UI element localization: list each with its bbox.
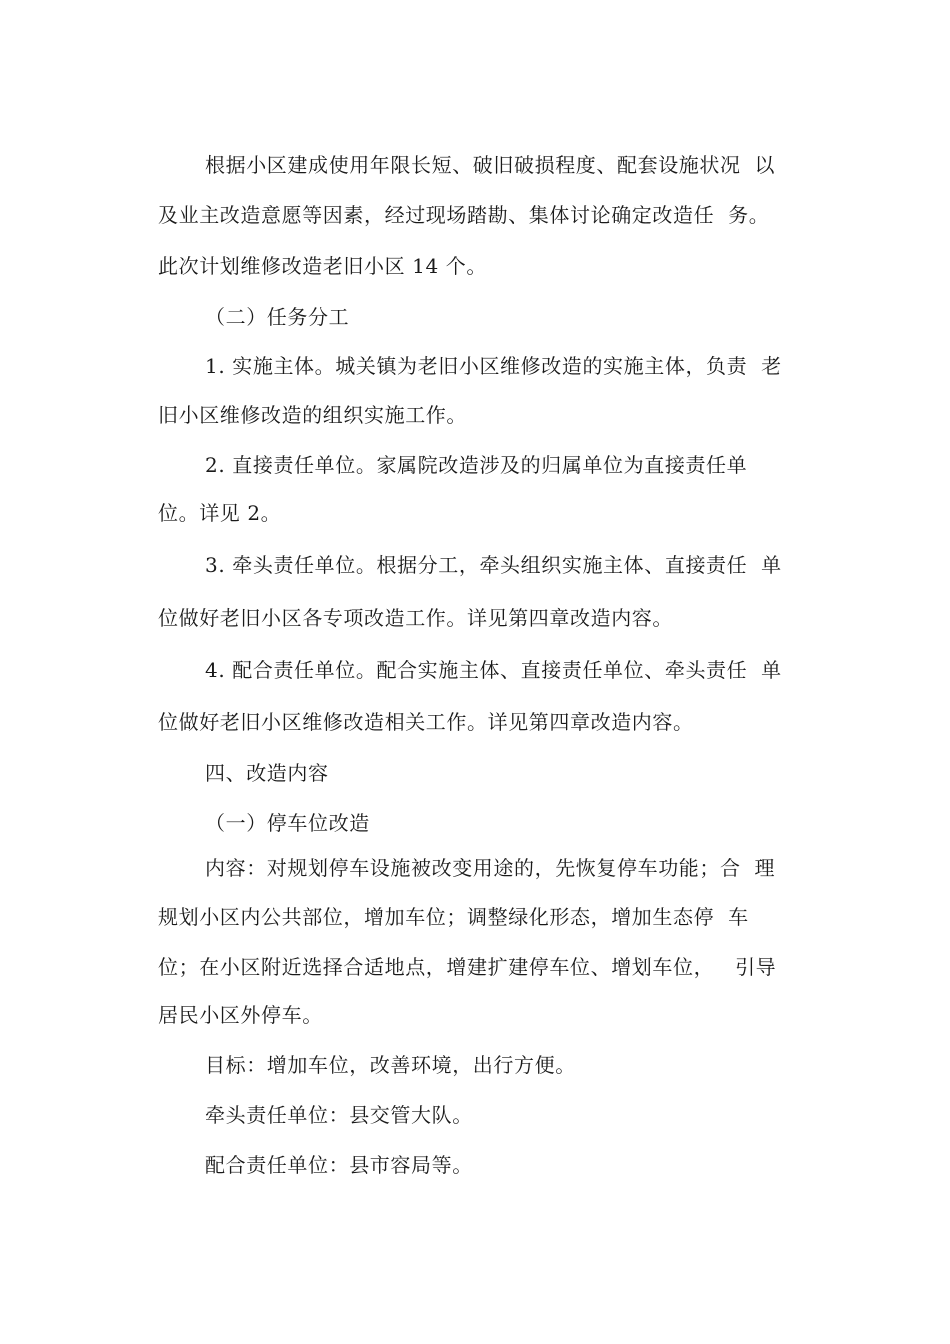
paragraph-line: 位做好老旧小区维修改造相关工作。详见第四章改造内容。 bbox=[158, 710, 694, 734]
paragraph-line: 内容：对规划停车设施被改变用途的，先恢复停车功能；合 理 bbox=[205, 856, 776, 880]
paragraph-line: 4. 配合责任单位。配合实施主体、直接责任单位、牵头责任 单 bbox=[205, 658, 782, 682]
section-subheading: （一）停车位改造 bbox=[205, 811, 370, 835]
paragraph-line: 牵头责任单位：县交管大队。 bbox=[205, 1103, 473, 1127]
paragraph-line: 目标：增加车位，改善环境，出行方便。 bbox=[205, 1053, 576, 1077]
section-subheading: （二）任务分工 bbox=[205, 305, 350, 329]
paragraph-line: 规划小区内公共部位，增加车位；调整绿化形态，增加生态停 车 bbox=[158, 905, 749, 929]
paragraph-line: 及业主改造意愿等因素，经过现场踏勘、集体讨论确定改造任 务。 bbox=[158, 203, 770, 227]
paragraph-line: 位。详见 2。 bbox=[158, 501, 282, 525]
section-heading: 四、改造内容 bbox=[205, 761, 329, 785]
paragraph-line: 居民小区外停车。 bbox=[158, 1003, 323, 1027]
paragraph-line: 位；在小区附近选择合适地点，增建扩建停车位、增划车位， 引导 bbox=[158, 955, 777, 979]
paragraph-line: 此次计划维修改造老旧小区 14 个。 bbox=[158, 254, 487, 278]
paragraph-line: 3. 牵头责任单位。根据分工，牵头组织实施主体、直接责任 单 bbox=[205, 553, 782, 577]
paragraph-line: 根据小区建成使用年限长短、破旧破损程度、配套设施状况 以 bbox=[205, 153, 776, 177]
paragraph-line: 位做好老旧小区各专项改造工作。详见第四章改造内容。 bbox=[158, 606, 673, 630]
paragraph-line: 1. 实施主体。城关镇为老旧小区维修改造的实施主体，负责 老 bbox=[205, 354, 782, 378]
paragraph-line: 配合责任单位：县市容局等。 bbox=[205, 1153, 473, 1177]
paragraph-line: 旧小区维修改造的组织实施工作。 bbox=[158, 403, 467, 427]
paragraph-line: 2. 直接责任单位。家属院改造涉及的归属单位为直接责任单 bbox=[205, 453, 748, 477]
